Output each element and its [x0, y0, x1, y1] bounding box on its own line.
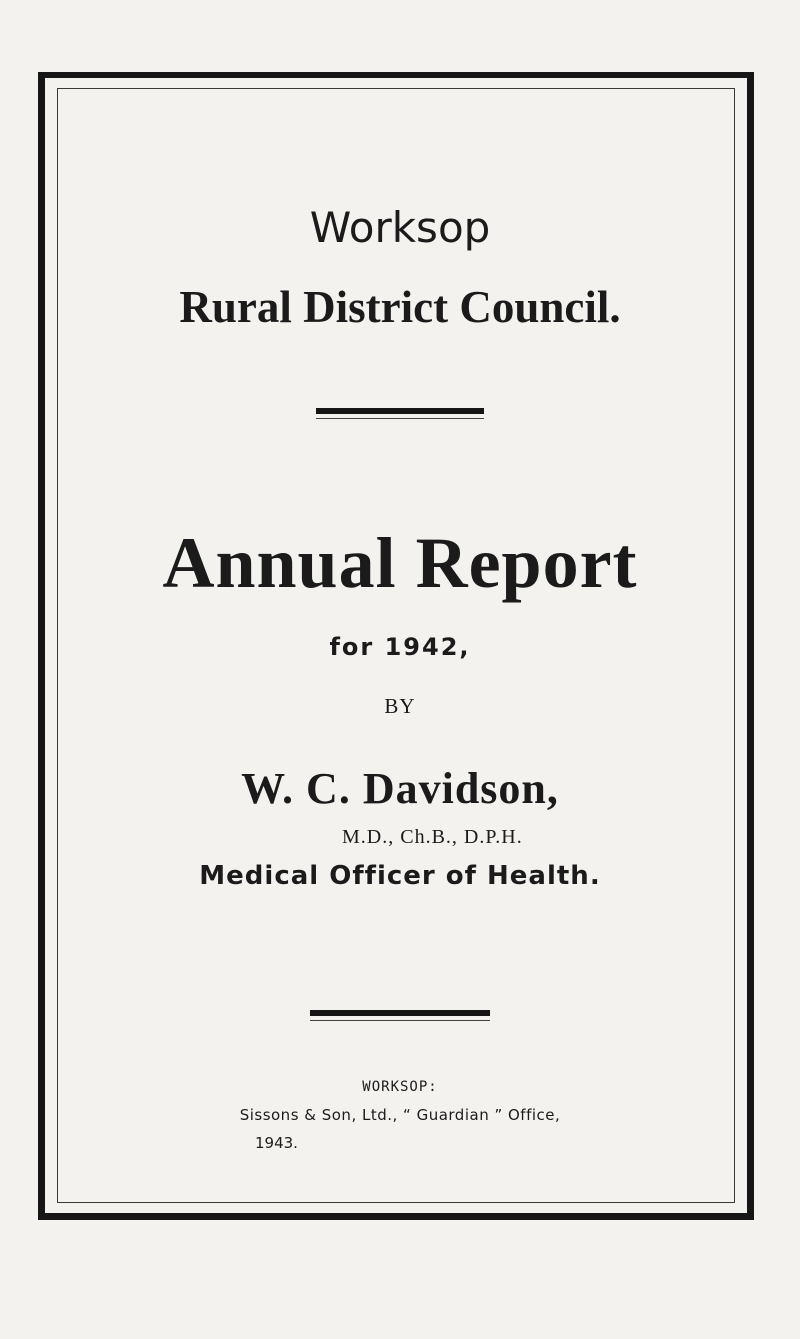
- imprint-printer: Sissons & Son, Ltd., “ Guardian ” Office,: [239, 1106, 561, 1124]
- by-label: BY: [384, 694, 416, 718]
- author-position: Medical Officer of Health.: [199, 861, 601, 891]
- report-year: for 1942,: [329, 633, 471, 661]
- author-name: W. C. Davidson,: [241, 764, 559, 813]
- imprint-place: WORKSOP:: [362, 1079, 438, 1095]
- author-degrees: M.D., Ch.B., D.P.H.: [342, 826, 523, 848]
- council-name: Worksop: [309, 203, 491, 252]
- report-title: Annual Report: [162, 523, 638, 603]
- council-title: Rural District Council.: [179, 282, 621, 332]
- decorative-rule-top: [316, 408, 484, 419]
- decorative-rule-bottom: [310, 1010, 490, 1021]
- imprint-year: 1943.: [255, 1134, 298, 1152]
